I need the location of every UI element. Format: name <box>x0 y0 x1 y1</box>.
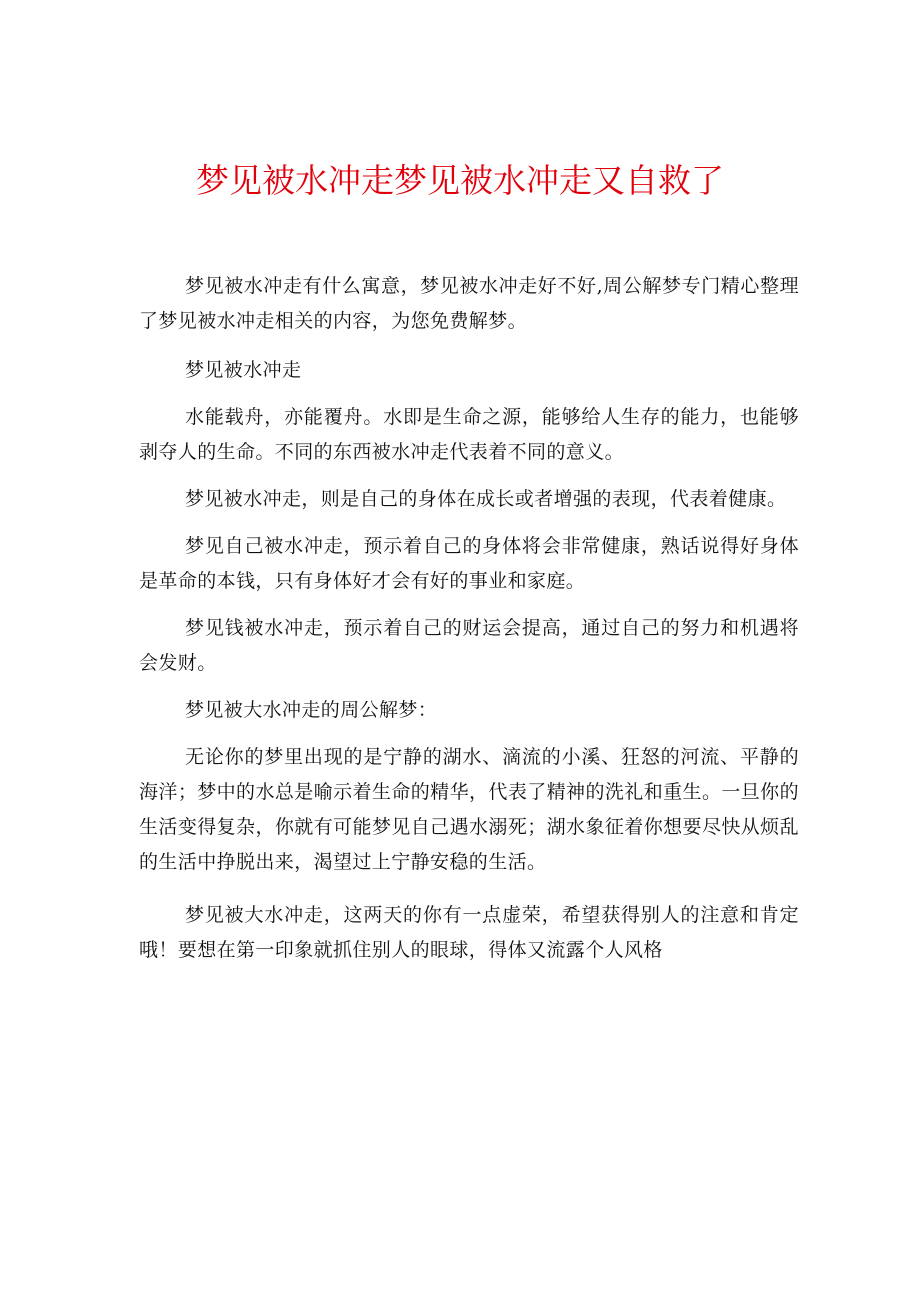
paragraph-vanity: 梦见被大水冲走，这两天的你有一点虚荣，希望获得别人的注意和肯定哦！要想在第一印象就抓住别人的眼球，得体又流露个人风格 <box>139 904 799 961</box>
paragraph-self-swept: 梦见自己被水冲走，预示着自己的身体将会非常健康，熟话说得好身体是革命的本钱，只有身体好才会有好的事业和家庭。 <box>139 535 799 592</box>
paragraph-heading-water: 梦见被水冲走 <box>185 359 302 381</box>
document-title: 梦见被水冲走梦见被水冲走又自救了 <box>196 161 724 200</box>
paragraph-intro: 梦见被水冲走有什么寓意，梦见被水冲走好不好,周公解梦专门精心整理了梦见被水冲走相关的内容，为您免费解梦。 <box>139 275 799 332</box>
document-body <box>139 269 799 968</box>
paragraph-money: 梦见钱被水冲走，预示着自己的财运会提高，通过自己的努力和机遇将会发财。 <box>139 617 799 674</box>
paragraph-flood-meaning: 无论你的梦里出现的是宁静的湖水、滴流的小溪、狂怒的河流、平静的海洋；梦中的水总是喻示着生命的精华，代表了精神的洗礼和重生。一旦你的生活变得复杂，你就有可能梦见自己遇水溺死；湖水象征着你想要尽快从烦乱的生活中挣脱出来，渴望过上宁静安稳的生活。 <box>139 746 799 873</box>
paragraph-health: 梦见被水冲走，则是自己的身体在成长或者增强的表现，代表着健康。 <box>185 488 787 510</box>
paragraph-water-meaning: 水能载舟，亦能覆舟。水即是生命之源，能够给人生存的能力，也能够剥夺人的生命。不同的东西被水冲走代表着不同的意义。 <box>139 406 799 463</box>
paragraph-flood-heading: 梦见被大水冲走的周公解梦： <box>185 699 438 721</box>
